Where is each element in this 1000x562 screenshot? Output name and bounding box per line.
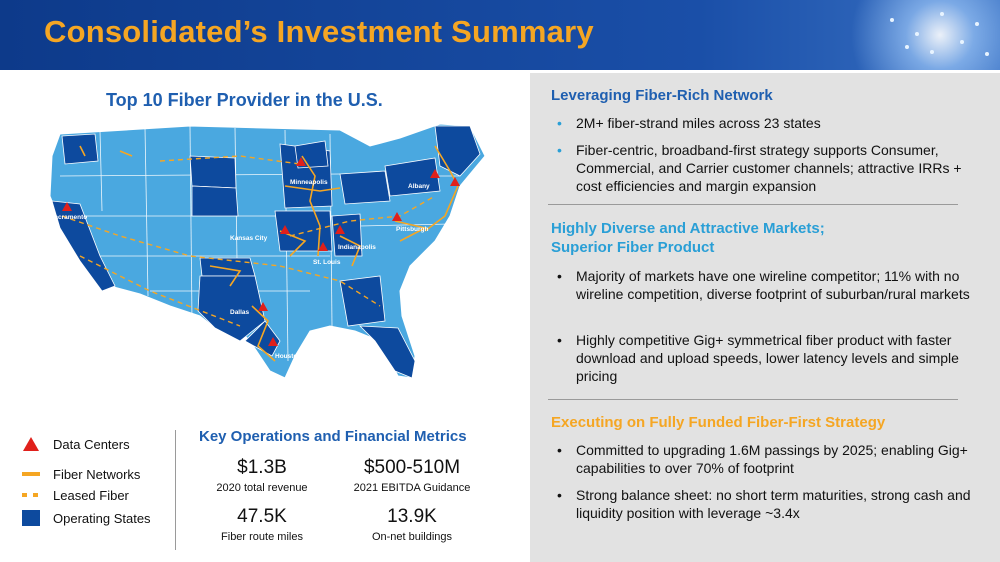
bullet-text: Majority of markets have one wireline competitor; 11% with no wireline competition, diverse footprint of suburban/rural markets — [576, 268, 970, 302]
dashed-line-icon — [22, 487, 40, 503]
city-label-dallas: Dallas — [230, 309, 250, 316]
page-title: Consolidated’s Investment Summary — [44, 14, 594, 49]
metric-value: $500-510M — [363, 457, 461, 478]
city-label-sacramento: Sacramento — [50, 214, 88, 221]
bullet-text: Committed to upgrading 1.6M passings by 2025; enabling Gig+ capabilities to over 70% of footprint — [576, 442, 968, 476]
us-fiber-map — [40, 116, 500, 401]
fiber-optic-glow — [820, 0, 1000, 70]
city-label-pittsburgh: Pittsburgh — [396, 226, 429, 233]
legend-item-data-centers — [18, 434, 178, 454]
triangle-icon — [22, 436, 40, 452]
bullet-text: Highly competitive Gig+ symmetrical fiber product with faster download and upload speeds, lower latency levels and simple pricing — [576, 332, 959, 384]
section-title-markets: Highly Diverse and Attractive Markets; Superior Fiber Product — [551, 220, 825, 256]
legend-label: Leased Fiber — [53, 488, 129, 503]
metric-fiber-route-miles — [187, 506, 337, 543]
metric-value: 47.5K — [237, 506, 287, 527]
map-title: Top 10 Fiber Provider in the U.S. — [106, 90, 383, 110]
bullet-icon: • — [557, 268, 562, 284]
metric-caption: On-net buildings — [371, 531, 453, 543]
bullet-icon: • — [557, 487, 562, 503]
bullet-icon: • — [557, 332, 562, 348]
section-divider — [548, 204, 958, 205]
bullet-icon: • — [557, 142, 562, 158]
metric-value: $1.3B — [237, 457, 287, 478]
metric-revenue — [187, 457, 337, 494]
legend-item-fiber-networks — [18, 464, 178, 484]
legend-item-leased-fiber — [18, 485, 178, 505]
metric-on-net-buildings — [337, 506, 487, 543]
city-label-boston: Boston — [462, 191, 485, 198]
square-icon — [22, 510, 40, 526]
metric-ebitda — [337, 457, 487, 494]
bullet-text: Fiber-centric, broadband-first strategy supports Consumer, Commercial, and Carrier customer channels; attractive IRRs + cost efficiencies and margin expansion — [576, 142, 962, 194]
metric-caption: 2020 total revenue — [216, 482, 308, 494]
bullet-text: 2M+ fiber-strand miles across 23 states — [576, 115, 821, 131]
metric-caption: 2021 EBITDA Guidance — [353, 482, 471, 494]
section-title-network: Leveraging Fiber-Rich Network — [551, 87, 773, 104]
bullet-text: Strong balance sheet: no short term maturities, strong cash and liquidity position with leverage ~3.4x — [576, 487, 971, 521]
city-label-albany: Albany — [408, 183, 430, 190]
section-title-strategy: Executing on Fully Funded Fiber-First Strategy — [551, 414, 886, 431]
title-banner — [0, 0, 1000, 70]
bullet-icon: • — [557, 442, 562, 458]
metric-value: 13.9K — [387, 506, 437, 527]
city-label-houston: Houston — [275, 353, 302, 360]
legend-label: Operating States — [53, 511, 151, 526]
legend-label: Data Centers — [53, 437, 130, 452]
investment-summary-panel — [530, 73, 1000, 562]
city-label-indianapolis: Indianapolis — [338, 244, 376, 251]
city-label-kansas-city: Kansas City — [230, 235, 268, 242]
divider — [175, 430, 176, 550]
legend-item-operating-states — [18, 508, 178, 528]
legend-label: Fiber Networks — [53, 467, 141, 482]
metrics-title: Key Operations and Financial Metrics — [199, 428, 467, 445]
section-divider — [548, 399, 958, 400]
city-label-st-louis: St. Louis — [313, 259, 341, 266]
city-label-minneapolis: Minneapolis — [290, 179, 328, 186]
bullet-icon: • — [557, 115, 562, 131]
solid-line-icon — [22, 466, 40, 482]
metric-caption: Fiber route miles — [221, 531, 303, 543]
